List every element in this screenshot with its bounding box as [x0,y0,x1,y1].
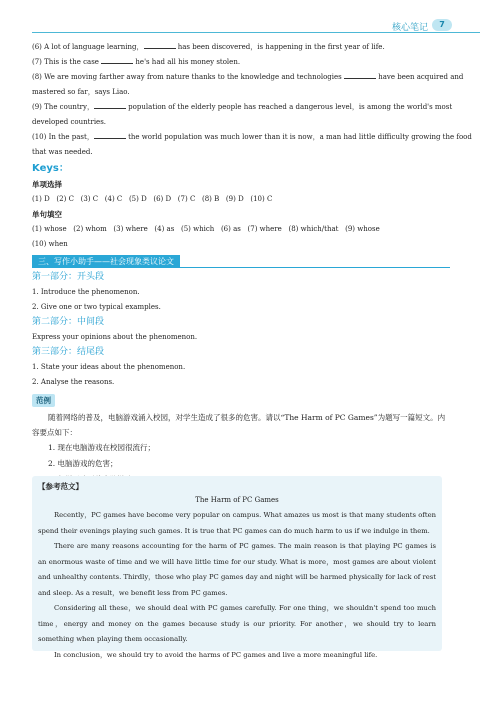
example-intro: 随着网络的普及，电脑游戏涌入校园，对学生造成了很多的危害。请以“The Harm of PC Games”为题写一篇短文。内容要点如下： [32,413,446,437]
essay-paragraph: Recently，PC games have become very popular on campus. What amazes us most is that many students often spend their evenings playing such games. It is true that PC games can do much harm to us if we indulge in them. [38,511,436,535]
answer-blank [144,41,176,49]
banner-rule [32,267,450,268]
main-content [32,40,472,488]
part-item: 1. State your ideas about the phenomenon. [32,363,186,371]
essay-paragraph: There are many reasons accounting for the harm of PC games. The main reason is that playing PC games is an enormous waste of time and we will have little time for our study. What is more，most games are about violent and unhealthy contents. Thirdly，those who play PC games day and night will be harmed physically for lack of rest and sleep. As a result，we benefit less from PC games. [38,542,436,597]
exercise-line [32,55,450,70]
part-title: 第二部分：中间段 [32,317,105,327]
exercise-text: developed countries. [32,118,107,126]
reference-essay-box [32,476,442,659]
section-banner-row [32,252,450,270]
exercise-text: have been acquired and [375,73,464,81]
keys-title: Keys： [32,163,69,174]
exercise-text: (10) In the past， [32,133,94,141]
page-number: 7 [432,19,452,31]
header-title: 核心笔记 [391,23,428,33]
exercise-text: (8) We are moving farther away from nature thanks to the knowledge and technologies [32,73,344,81]
exercise-line [32,130,472,145]
exercise-line [32,70,464,85]
keys-section-title: 单句填空 [32,210,62,219]
exercise-line [32,40,450,55]
exercise-text: that was needed. [32,148,93,156]
reference-label: 【参考范文】 [38,482,83,491]
keys-section-title: 单项选择 [32,180,62,189]
keys-answers: (1) D (2) C (3) C (4) C (5) D (6) D (7) C (8) B (9) D (10) C [32,195,273,203]
section-banner: 三、写作小助手——社会现象类议论文 [32,255,180,268]
page-header [0,0,480,40]
part-item: 1. Introduce the phenomenon. [32,288,140,296]
part-title: 第三部分：结尾段 [32,347,105,357]
example-point: 1. 现在电脑游戏在校园很流行； [48,443,156,452]
exercise-line [32,115,450,130]
example-tag: 范例 [32,394,55,407]
part-title: 第一部分：开头段 [32,272,105,282]
exercise-text: (6) A lot of language learning， [32,43,144,51]
keys-answers: (1) whose (2) whom (3) where (4) as (5) which (6) as (7) where (8) which/that (9) whose [32,225,380,233]
exercise-line [32,145,450,160]
exercise-text: has been discovered，is happening in the first year of life. [175,43,385,51]
exercise-line [32,100,453,115]
part-item: 2. Analyse the reasons. [32,378,115,386]
answer-blank [94,131,126,139]
answer-blank [94,101,126,109]
answer-blank [344,71,376,79]
example-point: 2. 电脑游戏的危害； [48,459,118,468]
part-item: Express your opinions about the phenomenon. [32,333,198,341]
keys-answers: (10) when [32,240,68,248]
answer-blank [101,56,133,64]
essay-paragraph: Considering all these，we should deal with PC games carefully. For one thing，we shouldn't spend too much time，energy and money on the games because study is our priority. For another，we should try to learn something when playing them occasionally. [38,604,436,643]
exercise-text: the world population was much lower than it is now，a man had little difficulty growing the food [125,133,472,141]
part-item: 2. Give one or two typical examples. [32,303,161,311]
essay-paragraph: In conclusion，we should try to avoid the harms of PC games and live a more meaningful life. [54,650,378,659]
exercise-text: mastered so far，says Liao. [32,88,130,96]
essay-title: The Harm of PC Games [195,496,279,504]
exercise-text: (7) This is the case [32,58,102,66]
exercise-line [32,85,450,100]
exercise-text: population of the elderly people has reached a dangerous level，is among the world's most [125,103,453,111]
exercise-text: he's had all his money stolen. [133,58,241,66]
exercise-text: (9) The country， [32,103,94,111]
